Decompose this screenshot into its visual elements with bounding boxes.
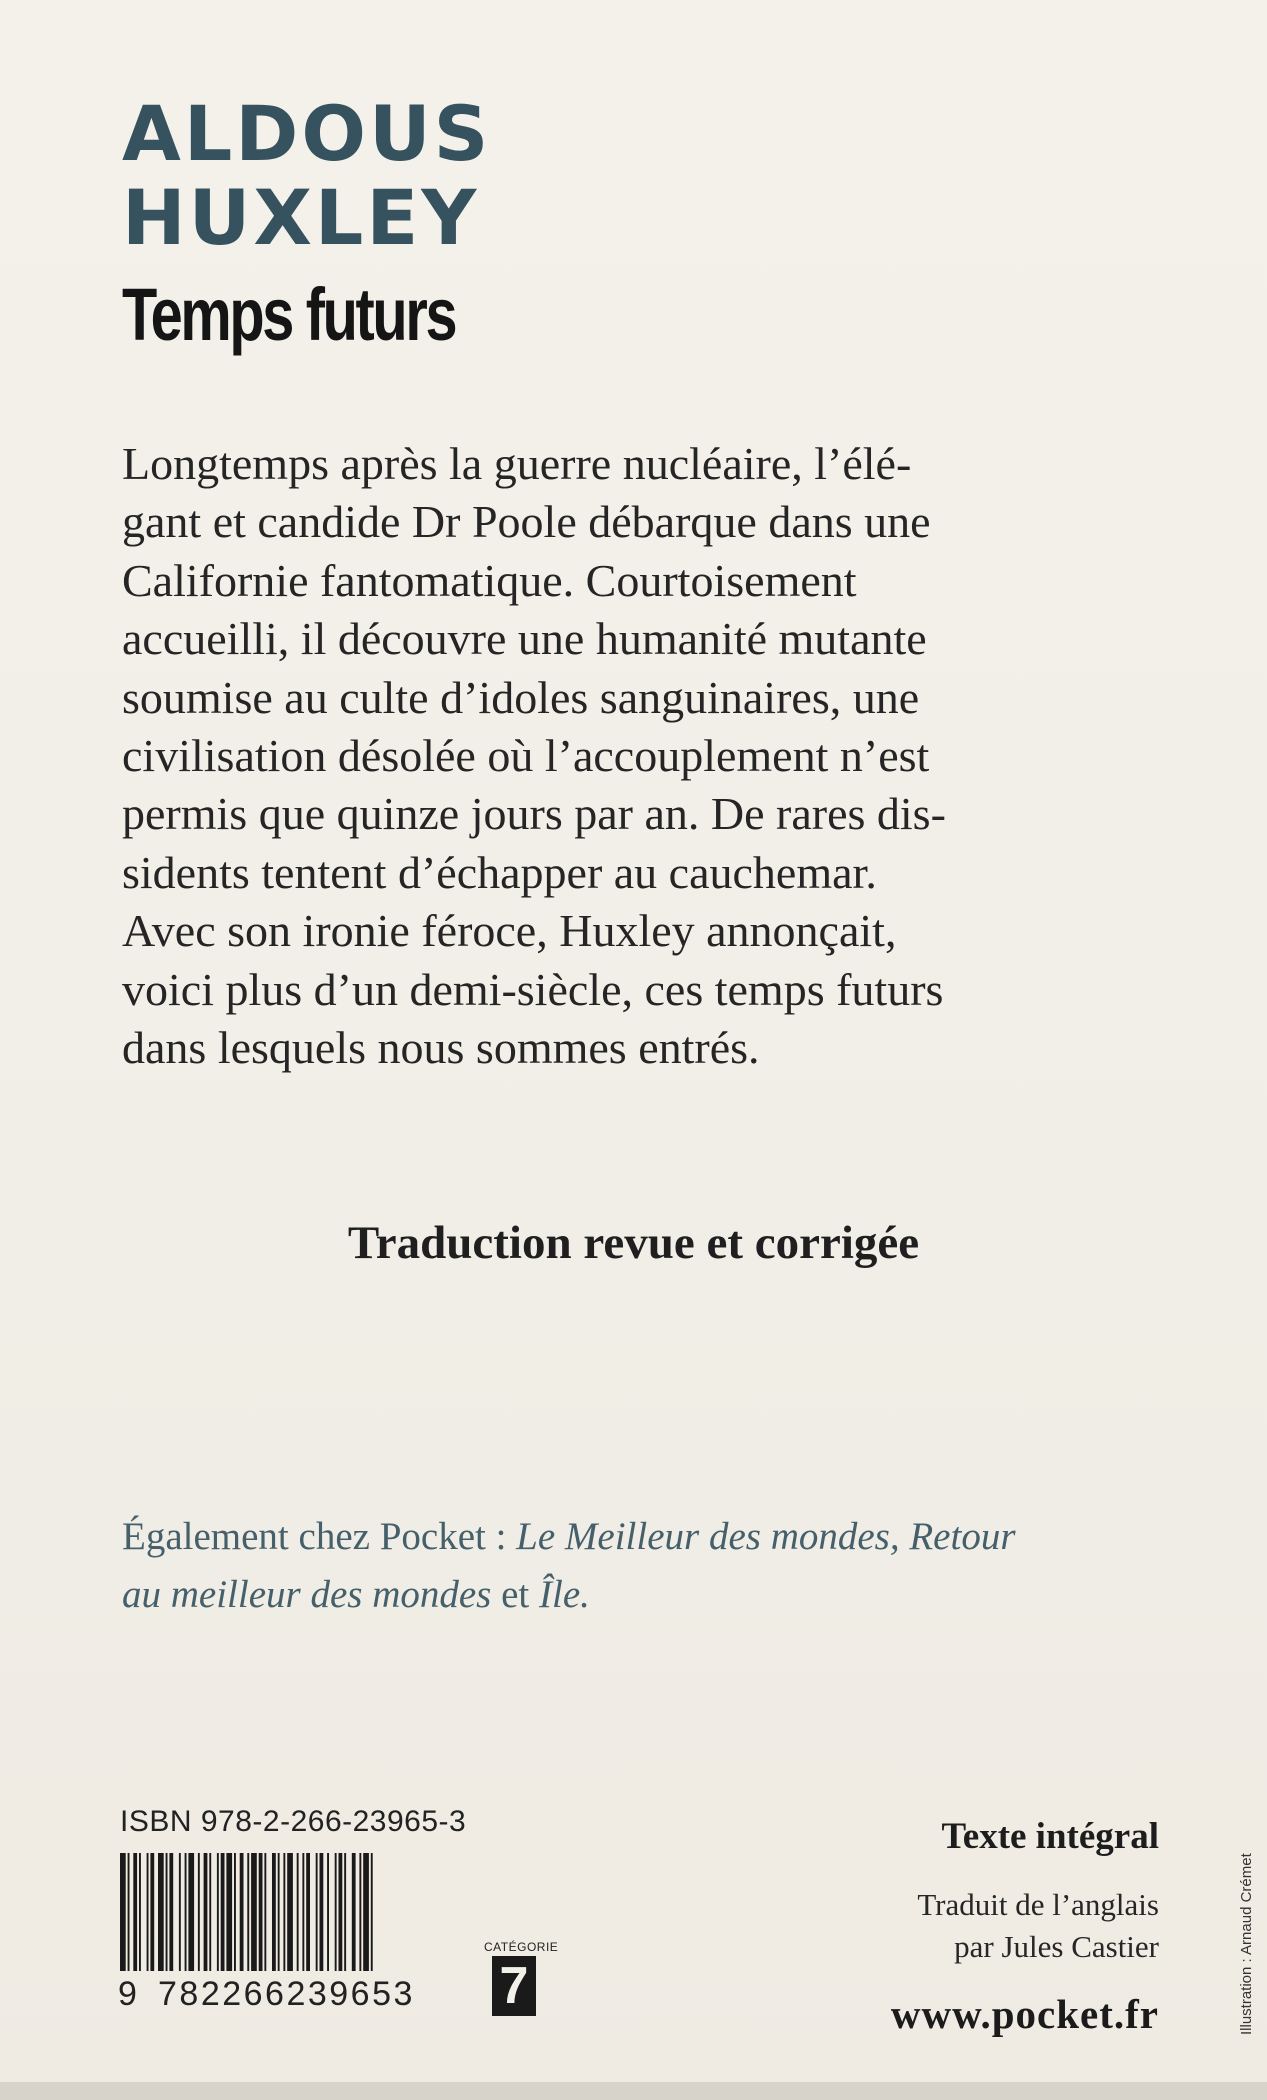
blurb-line: Longtemps après la guerre nucléaire, l’élé- bbox=[122, 438, 912, 489]
barcode-bar bbox=[371, 1853, 373, 1971]
barcode-bar bbox=[247, 1853, 249, 1971]
barcode-bar bbox=[188, 1853, 194, 1971]
barcode-bar bbox=[335, 1853, 337, 1971]
barcode-first-digit: 9 bbox=[118, 1975, 137, 2013]
edition-info bbox=[891, 1815, 1159, 2038]
also-prefix: Également chez Pocket : bbox=[122, 1515, 517, 1558]
blurb-line: gant et candide Dr Poole débarque dans une bbox=[122, 496, 931, 548]
barcode-bar bbox=[139, 1853, 141, 1971]
blurb-line: Avec son ironie féroce, Huxley annonçait, bbox=[122, 905, 897, 957]
barcode-bar bbox=[150, 1853, 154, 1971]
blurb-line: dans lesquels nous sommes entrés. bbox=[122, 1022, 760, 1074]
barcode-bar bbox=[297, 1853, 299, 1971]
barcode-bar bbox=[234, 1853, 236, 1971]
blurb-line: soumise au culte d’idoles sanguinaires, une bbox=[122, 671, 920, 723]
blurb-line: civilisation désolée où l’accouplement n’est bbox=[122, 730, 930, 782]
barcode-bar bbox=[302, 1853, 304, 1971]
category-number: 7 bbox=[492, 1956, 536, 2016]
barcode-bar bbox=[264, 1853, 266, 1971]
cover-bottom-edge bbox=[0, 2082, 1267, 2100]
barcode-bar bbox=[251, 1853, 257, 1971]
barcode-bar bbox=[217, 1853, 219, 1971]
also-conjunction: et bbox=[491, 1573, 540, 1616]
barcode-bar bbox=[166, 1853, 168, 1971]
also-title-1: Le Meilleur des mondes, Retour bbox=[516, 1515, 1016, 1558]
barcode-bar bbox=[283, 1853, 285, 1971]
barcode-bar bbox=[185, 1853, 187, 1971]
translator-credit bbox=[891, 1884, 1159, 1968]
barcode-bar bbox=[169, 1853, 173, 1971]
texte-integral: Texte intégral bbox=[941, 1816, 1159, 1857]
author-last-name: HUXLEY bbox=[122, 173, 480, 262]
barcode-bar bbox=[344, 1853, 346, 1971]
also-title-2: Île. bbox=[539, 1573, 590, 1616]
barcode-bar bbox=[128, 1853, 130, 1971]
barcode-bar bbox=[221, 1853, 225, 1971]
also-available-note bbox=[122, 1508, 1182, 1624]
barcode-bar bbox=[316, 1853, 318, 1971]
barcode-bars bbox=[118, 1853, 458, 1973]
barcode-bar bbox=[240, 1853, 244, 1971]
illustration-credit: Illustration : Arnaud Crémet bbox=[1238, 1853, 1255, 2035]
blurb-line: accueilli, il découvre une humanité mutante bbox=[122, 613, 927, 665]
blurb-line: Californie fantomatique. Courtoisement bbox=[122, 554, 857, 606]
barcode-bar bbox=[209, 1853, 211, 1971]
book-title: Temps futurs bbox=[122, 273, 456, 356]
barcode bbox=[118, 1853, 458, 2018]
barcode-bar bbox=[204, 1853, 208, 1971]
barcode-bar bbox=[327, 1853, 329, 1971]
translator-line-1: Traduit de l’anglais bbox=[917, 1887, 1159, 1922]
blurb-line: permis que quinze jours par an. De rares dis- bbox=[122, 788, 946, 840]
barcode-bar bbox=[198, 1853, 200, 1971]
barcode-bar bbox=[339, 1853, 343, 1971]
barcode-digits: 782266239653 bbox=[158, 1975, 415, 2013]
author-first-name: ALDOUS bbox=[122, 89, 492, 178]
isbn-number: ISBN 978-2-266-23965-3 bbox=[120, 1805, 467, 1838]
price-category bbox=[484, 1940, 559, 2016]
author-name bbox=[122, 89, 492, 262]
translator-line-2: par Jules Castier bbox=[954, 1929, 1159, 1964]
blurb-text bbox=[122, 435, 1162, 1077]
barcode-bar bbox=[158, 1853, 164, 1971]
barcode-bar bbox=[306, 1853, 310, 1971]
barcode-bar bbox=[147, 1853, 149, 1971]
translation-note: Traduction revue et corrigée bbox=[347, 1217, 920, 1269]
barcode-bar bbox=[363, 1853, 369, 1971]
blurb-line: sidents tentent d’échapper au cauchemar. bbox=[122, 846, 877, 898]
barcode-bar bbox=[259, 1853, 263, 1971]
barcode-bar bbox=[278, 1853, 280, 1971]
also-title-1-cont: au meilleur des mondes bbox=[122, 1573, 492, 1616]
blurb-line: voici plus d’un demi-siècle, ces temps futurs bbox=[122, 963, 944, 1015]
barcode-bar bbox=[359, 1853, 361, 1971]
category-label: CATÉGORIE bbox=[484, 1940, 559, 1954]
barcode-bar bbox=[320, 1853, 324, 1971]
barcode-bar bbox=[179, 1853, 181, 1971]
barcode-bar bbox=[226, 1853, 232, 1971]
barcode-bar bbox=[352, 1853, 356, 1971]
barcode-bar bbox=[287, 1853, 293, 1971]
barcode-bar bbox=[120, 1853, 126, 1971]
publisher-website: www.pocket.fr bbox=[890, 1991, 1159, 2037]
barcode-bar bbox=[272, 1853, 276, 1971]
barcode-bar bbox=[133, 1853, 137, 1971]
